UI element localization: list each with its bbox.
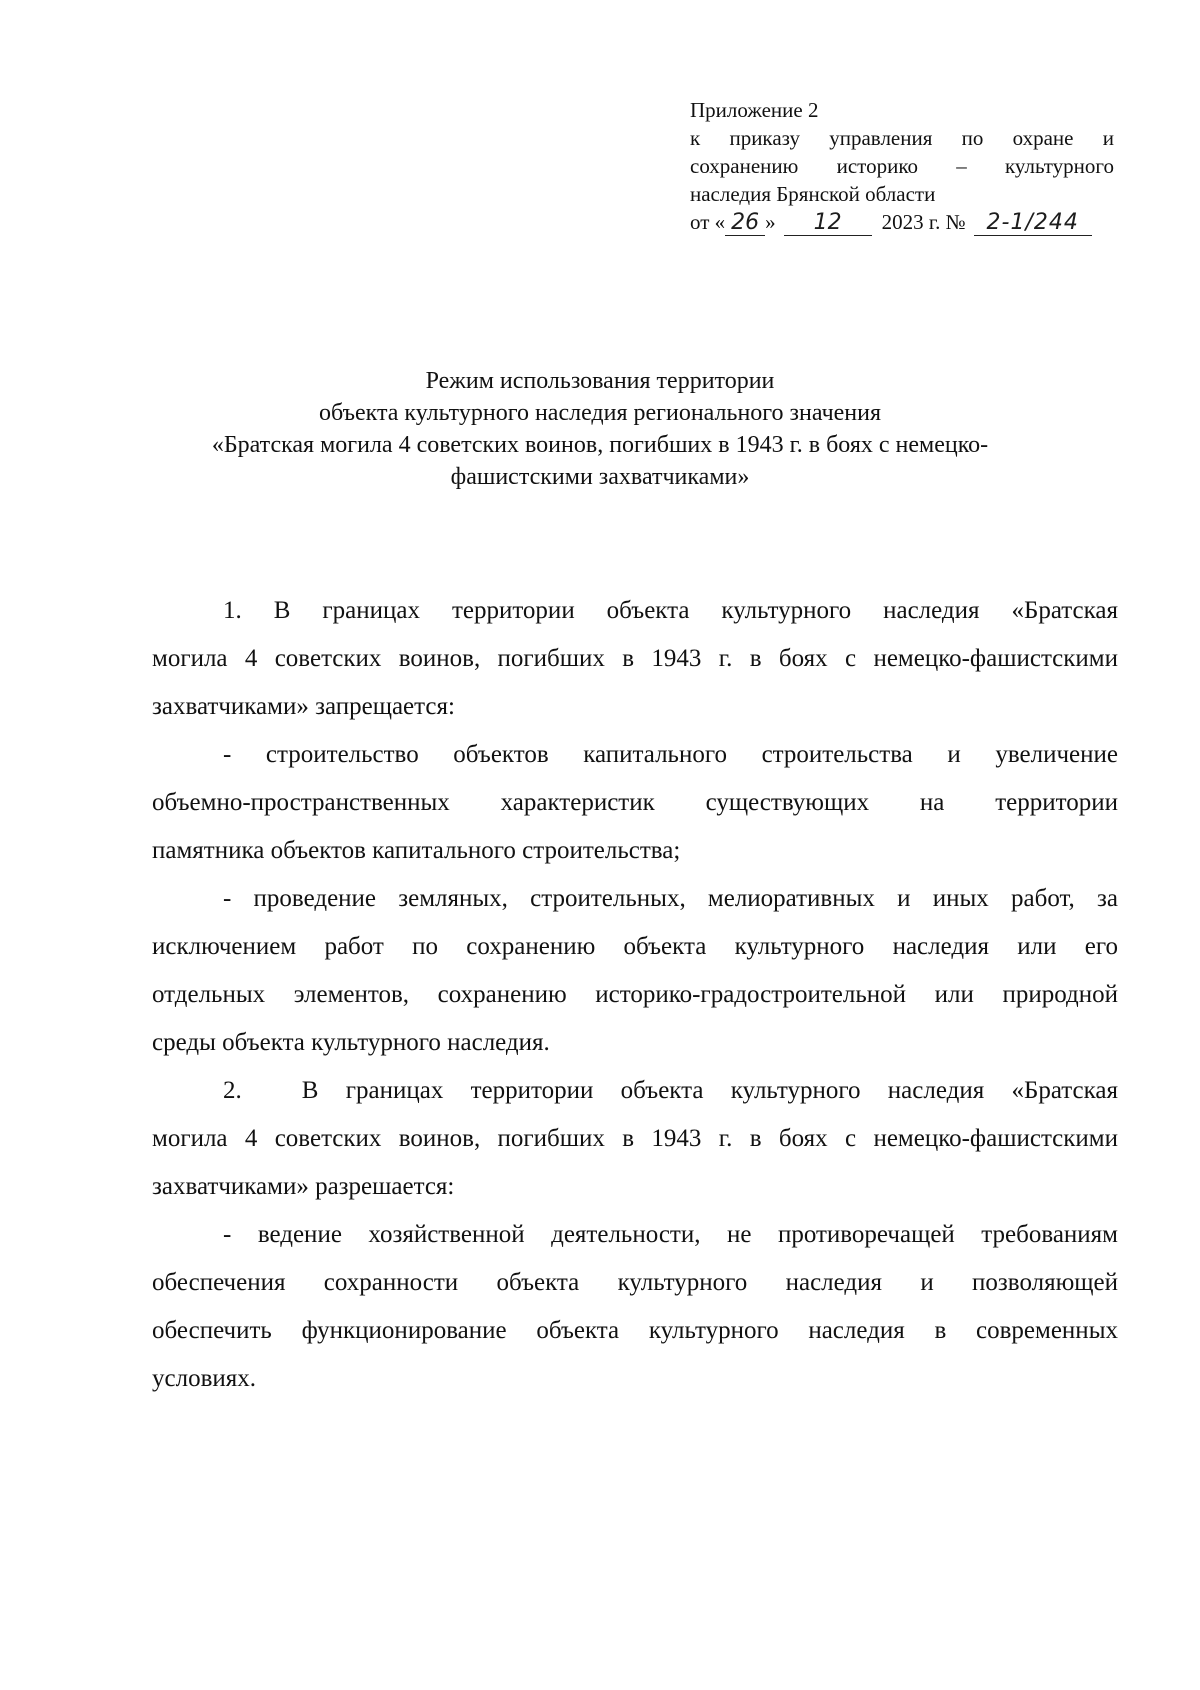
handwritten-order-number: 2-1/244 bbox=[974, 211, 1092, 236]
paragraph-line: - строительство объектов капитального строительства и увеличение bbox=[223, 741, 1118, 768]
title-line: объекта культурного наследия регионального значения bbox=[318, 400, 882, 426]
paragraph-line: могила 4 советских воинов, погибших в 1943 г. в боях с немецко-фашистскими bbox=[152, 645, 1118, 672]
title-line: Режим использования территории bbox=[425, 368, 775, 394]
title-line: «Братская могила 4 советских воинов, погибших в 1943 г. в боях с немецко- bbox=[211, 432, 989, 458]
paragraph-line: исключением работ по сохранению объекта культурного наследия или его bbox=[152, 933, 1118, 960]
paragraph-line: обеспечения сохранности объекта культурного наследия и позволяющей bbox=[152, 1269, 1118, 1296]
paragraph-line: 1. В границах территории объекта культурного наследия «Братская bbox=[223, 597, 1118, 624]
handwritten-month: 12 bbox=[784, 211, 872, 236]
annex-region: наследия Брянской области bbox=[690, 182, 936, 206]
paragraph-line: захватчиками» разрешается: bbox=[152, 1173, 455, 1200]
paragraph-line: отдельных элементов, сохранению историко-градостроительной или природной bbox=[152, 981, 1118, 1008]
date-mid: » bbox=[765, 210, 776, 234]
paragraph-economic-activity bbox=[152, 1211, 1118, 1403]
paragraph-line: обеспечить функционирование объекта культурного наследия в современных bbox=[152, 1317, 1118, 1344]
title-line: фашистскими захватчиками» bbox=[450, 464, 750, 490]
annex-header bbox=[690, 96, 1114, 236]
document-title bbox=[150, 365, 1050, 493]
paragraph-line: захватчиками» запрещается: bbox=[152, 693, 455, 720]
paragraph-line bbox=[152, 1067, 1118, 1115]
paragraph-line: могила 4 советских воинов, погибших в 1943 г. в боях с немецко-фашистскими bbox=[152, 1125, 1118, 1152]
annex-order-ref: к приказу управления по охране и bbox=[690, 126, 1114, 150]
paragraph-line: условиях. bbox=[152, 1365, 257, 1392]
paragraph-line-text: В границах территории объекта культурного наследия «Братская bbox=[301, 1077, 1118, 1104]
paragraph-permitted bbox=[152, 1067, 1118, 1211]
paragraph-line: среды объекта культурного наследия. bbox=[152, 1029, 550, 1056]
paragraph-construction-ban bbox=[152, 731, 1118, 875]
handwritten-day: 26 bbox=[725, 211, 765, 236]
paragraph-works-ban bbox=[152, 875, 1118, 1067]
annex-order-ref-cont: сохранению историко – культурного bbox=[690, 154, 1114, 178]
paragraph-line: - проведение земляных, строительных, мелиоративных и иных работ, за bbox=[223, 885, 1118, 912]
date-prefix: от « bbox=[690, 210, 726, 234]
annex-title: Приложение 2 bbox=[690, 98, 819, 122]
paragraph-line: объемно-пространственных характеристик существующих на территории bbox=[152, 789, 1118, 816]
paragraph-line: памятника объектов капитального строительства; bbox=[152, 837, 681, 864]
document-body bbox=[152, 587, 1118, 1403]
paragraph-number: 2. bbox=[223, 1077, 242, 1104]
paragraph-prohibited bbox=[152, 587, 1118, 731]
year-part: 2023 г. № bbox=[881, 210, 966, 234]
paragraph-line: - ведение хозяйственной деятельности, не противоречащей требованиям bbox=[223, 1221, 1118, 1248]
annex-date-number bbox=[690, 208, 1114, 236]
